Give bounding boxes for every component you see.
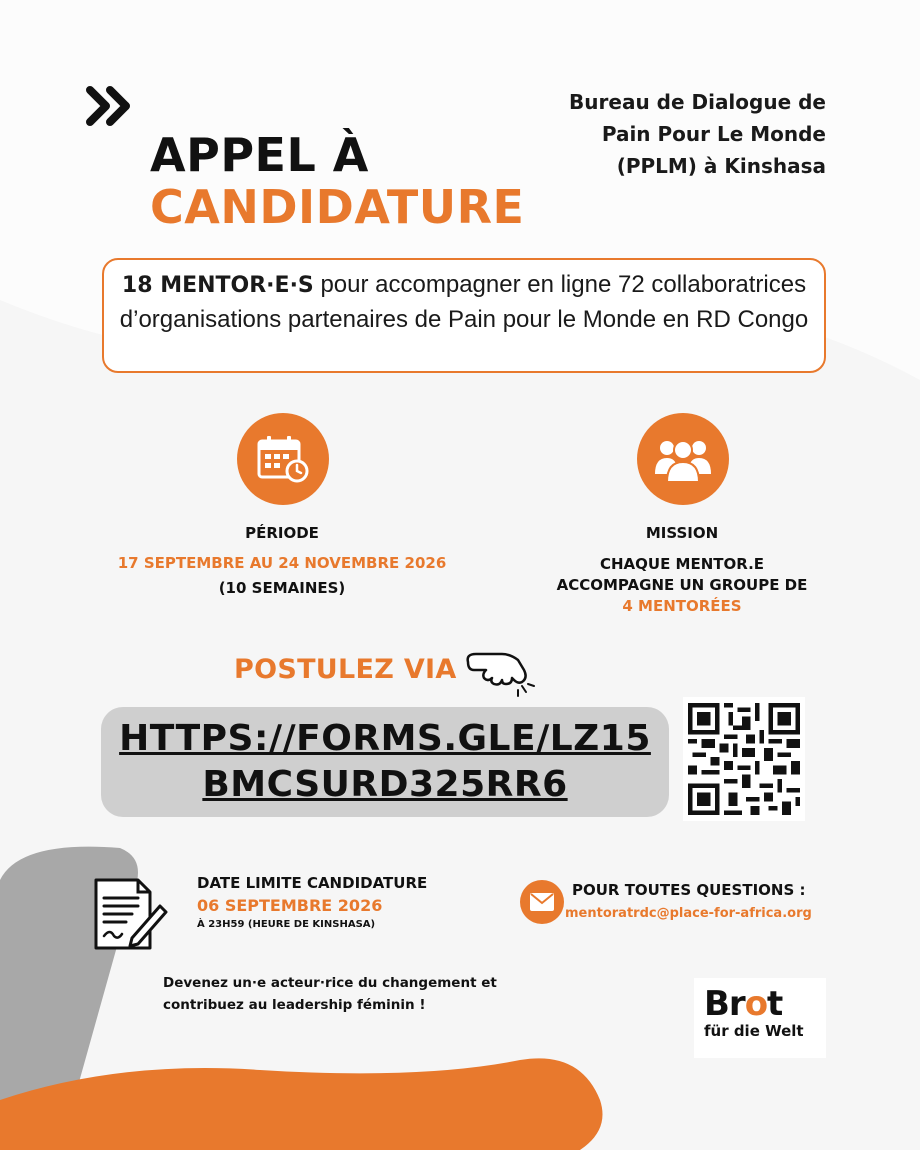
- apply-label: POSTULEZ VIA: [234, 654, 457, 685]
- deadline-time: À 23H59 (HEURE DE KINSHASA): [197, 919, 376, 930]
- contact-email-link[interactable]: mentoratrdc@place-for-africa.org: [565, 906, 812, 921]
- calendar-clock-icon: [237, 413, 329, 505]
- periode-duration: (10 SEMAINES): [218, 579, 346, 597]
- slogan-line: contribuez au leadership féminin !: [163, 997, 426, 1013]
- chevrons-right-icon: [86, 86, 134, 126]
- mission-line: CHAQUE MENTOR.E: [599, 555, 765, 573]
- slogan-line: Devenez un·e acteur·rice du changement et: [163, 975, 497, 991]
- pointing-hand-icon: [462, 640, 542, 702]
- periode-dates: 17 SEPTEMBRE AU 24 NOVEMBRE 2026: [117, 554, 447, 572]
- brot-fur-die-welt-logo: [694, 978, 826, 1058]
- form-url-link[interactable]: [101, 707, 669, 817]
- org-line: (PPLM) à Kinshasa: [616, 154, 826, 178]
- slogan: [163, 972, 497, 1016]
- logo-tagline: für die Welt: [704, 1022, 804, 1040]
- periode-heading: PÉRIODE: [245, 524, 319, 542]
- title-line2: CANDIDATURE: [150, 180, 525, 234]
- mission-text: [502, 554, 862, 617]
- group-icon: [637, 413, 729, 505]
- logo-part: t: [767, 984, 783, 1024]
- intro-box: [102, 258, 826, 373]
- mission-heading: MISSION: [645, 524, 719, 542]
- title-line1: APPEL À: [150, 128, 369, 182]
- logo-wordmark: [704, 986, 816, 1022]
- logo-part: Br: [704, 984, 745, 1024]
- org-line: Bureau de Dialogue de: [569, 90, 826, 114]
- mission-line: 4 MENTORÉES: [622, 597, 742, 615]
- mission-line: ACCOMPAGNE UN GROUPE DE: [556, 576, 808, 594]
- contact-heading: POUR TOUTES QUESTIONS :: [572, 881, 806, 899]
- deadline-date: 06 SEPTEMBRE 2026: [197, 896, 383, 915]
- url-line[interactable]: BMCSURD325RR6: [202, 764, 568, 805]
- organization-name: [520, 86, 826, 182]
- qr-code-icon: [683, 697, 805, 821]
- org-line: Pain Pour Le Monde: [601, 122, 826, 146]
- envelope-icon: [520, 880, 564, 924]
- document-pen-icon: [92, 876, 170, 952]
- intro-text: pour accompagner en ligne 72 collaboratrices d’organisations partenaires de Pain pour le Monde en RD Congo: [119, 271, 809, 333]
- logo-part: o: [744, 984, 768, 1024]
- intro-bold: 18 MENTOR·E·S: [121, 273, 314, 298]
- deadline-heading: DATE LIMITE CANDIDATURE: [197, 874, 428, 892]
- url-line[interactable]: HTTPS://FORMS.GLE/LZ15: [119, 718, 651, 759]
